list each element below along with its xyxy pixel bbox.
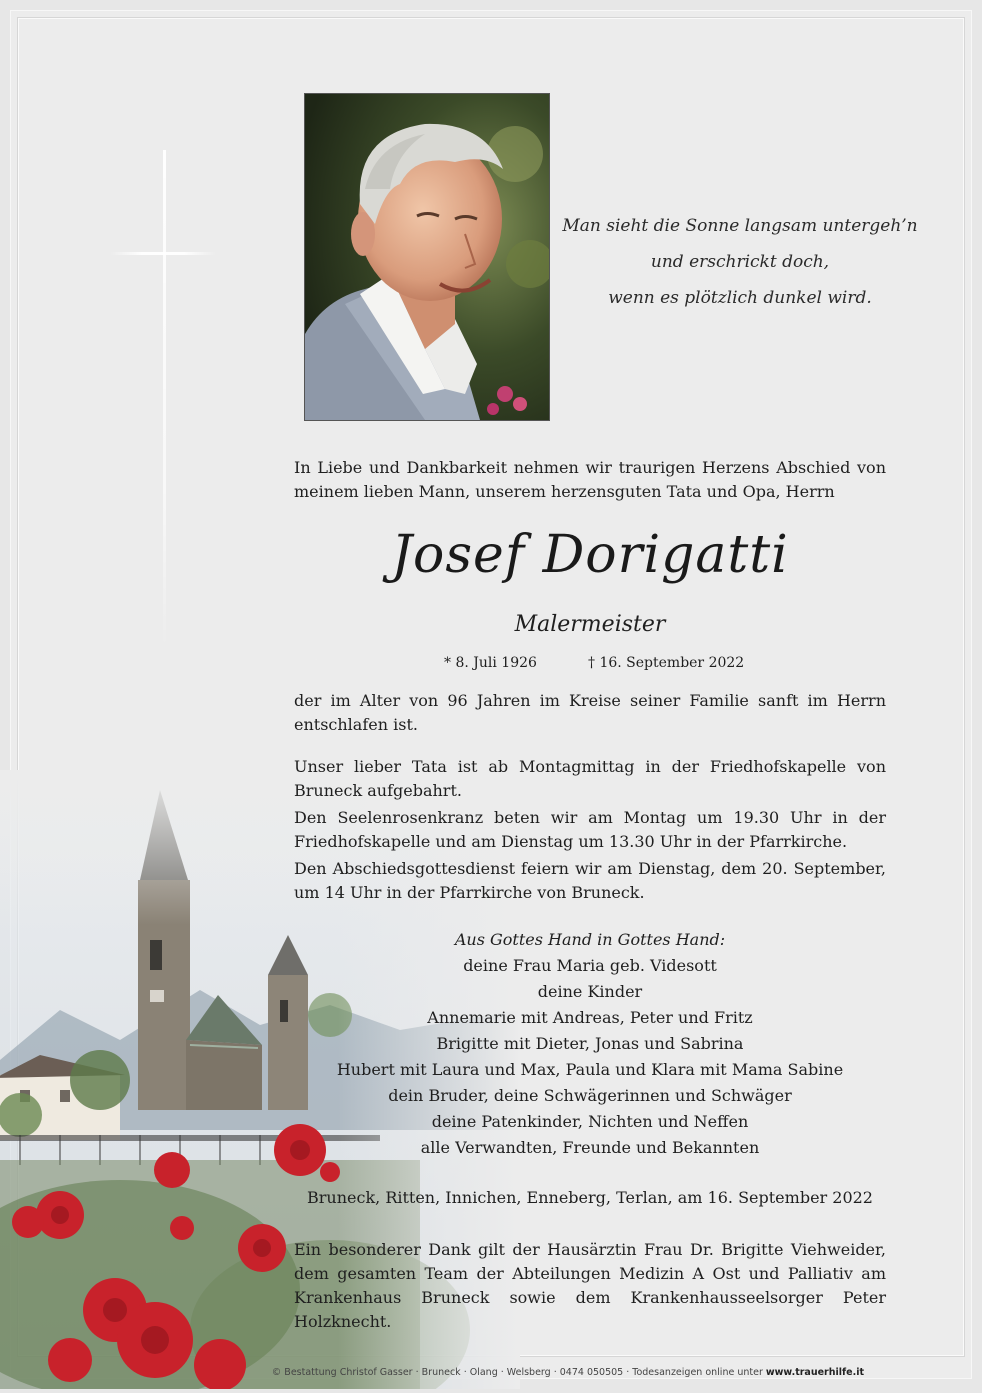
mourner-line: deine Patenkinder, Nichten und Neffen	[431, 1112, 749, 1131]
cross-icon-bar	[110, 252, 216, 255]
viewing-paragraph: Unser lieber Tata ist ab Montagmittag in der Friedhofskapelle von Bruneck aufgebahrt.	[294, 757, 886, 800]
portrait-photo	[304, 93, 550, 421]
intro-line: meinem lieben Mann, unserem herzensguten Tata und Opa, Herrn	[294, 482, 835, 501]
mourner-line: dein Bruder, deine Schwägerinnen und Schwäger	[388, 1086, 792, 1105]
mourner-line: Brigitte mit Dieter, Jonas und Sabrina	[436, 1034, 744, 1053]
intro-line: In Liebe und Dankbarkeit nehmen wir traurigen Herzens Abschied von	[294, 458, 886, 477]
death-date: † 16. September 2022	[588, 655, 745, 671]
deceased-profession: Malermeister	[514, 612, 666, 637]
place-and-date: Bruneck, Ritten, Innichen, Enneberg, Terlan, am 16. September 2022	[307, 1188, 873, 1207]
mourner-line: Hubert mit Laura und Max, Paula und Klara mit Mama Sabine	[336, 1060, 844, 1079]
verse-quote	[560, 208, 920, 316]
mourner-line: alle Verwandten, Freunde und Bekannten	[420, 1138, 760, 1157]
footer-website-link[interactable]: www.trauerhilfe.it	[765, 1367, 864, 1378]
rosary-paragraph: Den Seelenrosenkranz beten wir am Montag um 19.30 Uhr in der Friedhofskapelle und am Dienstag um 13.30 Uhr in der Pfarrkirche.	[294, 808, 886, 851]
thanks-paragraph: Ein besonderer Dank gilt der Hausärztin Frau Dr. Brigitte Viehweider, dem gesamten Team der Abteilungen Medizin A Ost und Palliativ am Krankenhaus Bruneck sowie dem Krankenhausseelsorger Peter Holzknecht.	[294, 1240, 886, 1331]
verse-line: Man sieht die Sonne langsam untergeh’n	[562, 216, 918, 236]
age-paragraph: der im Alter von 96 Jahren im Kreise seiner Familie sanft im Herrn entschlafen ist.	[294, 691, 886, 734]
mourner-line: deine Kinder	[537, 982, 643, 1001]
deceased-name: Josef Dorigatti	[391, 525, 789, 585]
verse-line: und erschrickt doch,	[650, 252, 830, 272]
mourner-line: Annemarie mit Andreas, Peter und Fritz	[427, 1008, 753, 1027]
verse-line: wenn es plötzlich dunkel wird.	[608, 288, 872, 308]
mourner-line: deine Frau Maria geb. Videsott	[463, 956, 717, 975]
birth-date: * 8. Juli 1926	[444, 655, 537, 671]
mourners-list	[294, 927, 886, 1161]
intro-text	[294, 456, 886, 504]
cross-icon	[163, 150, 166, 650]
footer-credits	[0, 1367, 982, 1378]
mourners-motto: Aus Gottes Hand in Gottes Hand:	[454, 930, 726, 949]
footer-text: © Bestattung Christof Gasser · Bruneck · Olang · Welsberg · 0474 050505 · Todesanzeigen online unter	[271, 1367, 766, 1378]
funeral-paragraph: Den Abschiedsgottesdienst feiern wir am Dienstag, dem 20. September, um 14 Uhr in der Pfarrkirche von Bruneck.	[294, 859, 886, 902]
